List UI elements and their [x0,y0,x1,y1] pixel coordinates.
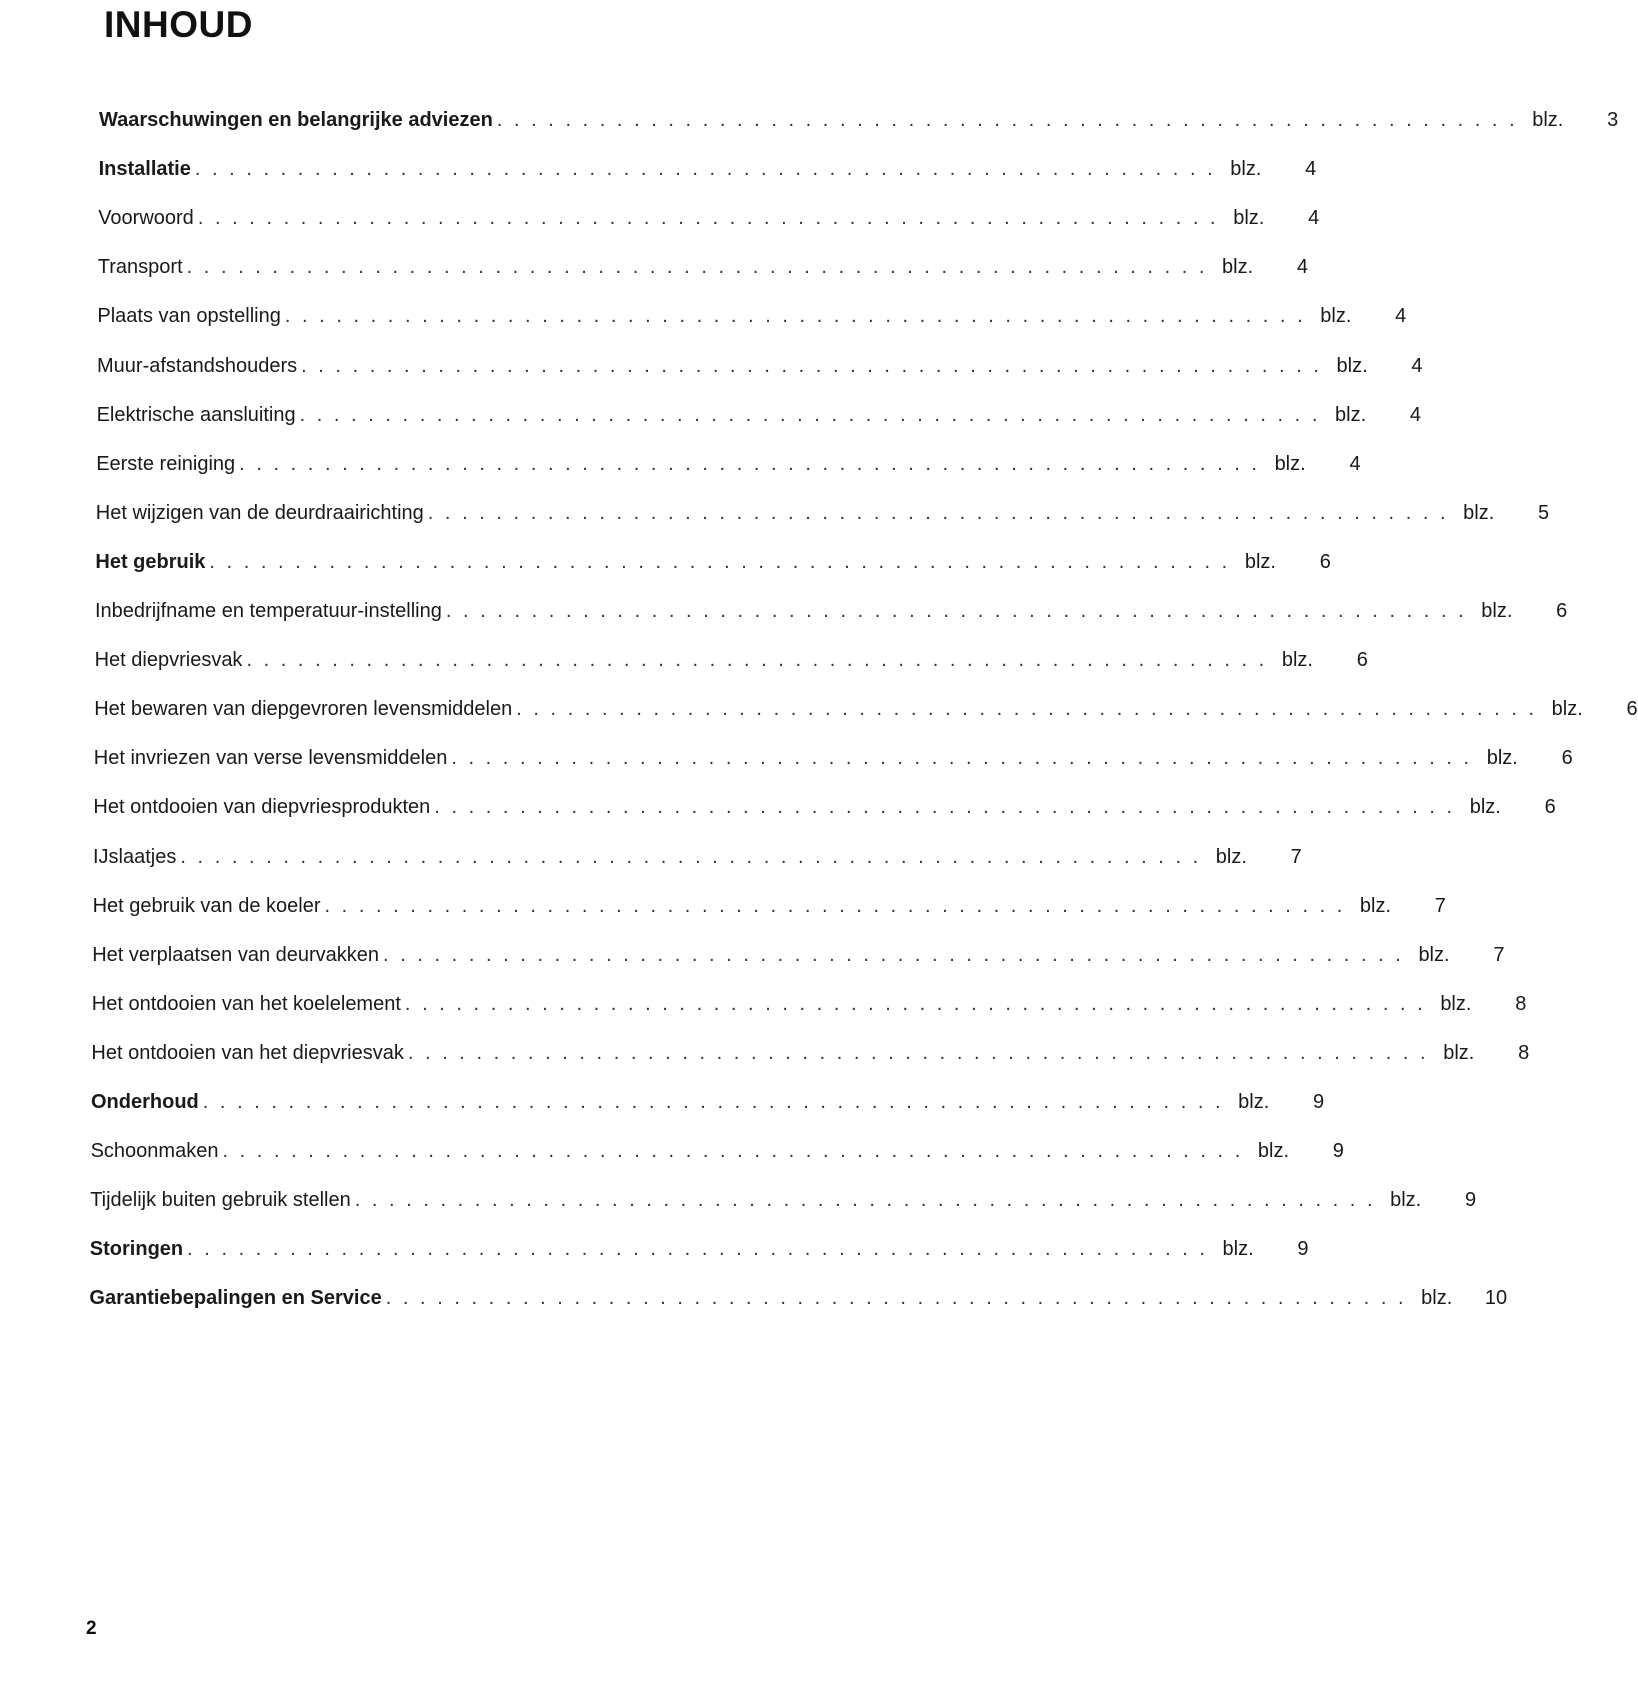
toc-entry-page-number: 5 [1538,501,1550,524]
toc-entry[interactable] [98,200,1320,230]
toc-entry[interactable] [97,348,1423,378]
toc-entry-page-prefix: blz. [1440,992,1472,1015]
toc-entry-page-number: 8 [1515,992,1527,1015]
toc-entry-title: Schoonmaken [90,1140,219,1163]
toc-entry-leader-dots: ............................................................ [239,452,1269,475]
toc-entry-title: Het verplaatsen van deurvakken [92,943,380,966]
toc-entry-leader-dots: ............................................................ [496,109,1527,131]
toc-entry-page-prefix: blz. [1336,354,1368,377]
toc-entry-page-prefix: blz. [1257,1140,1289,1163]
toc-entry-page-number: 10 [1484,1287,1508,1310]
toc-entry-leader-dots: ............................................................ [194,158,1225,181]
toc-entry-page-number: 9 [1464,1189,1477,1212]
toc-entry-title: Het ontdooien van het koelelement [91,992,401,1015]
toc-entry-leader-dots: ............................................................ [383,943,1413,966]
toc-entry-leader-dots: ............................................................ [445,600,1476,622]
toc-entry-page-number: 6 [1626,698,1638,721]
toc-entry-title: Plaats van opstelling [97,305,281,328]
toc-entry[interactable] [93,789,1556,819]
toc-entry-page-number: 4 [1296,256,1309,279]
toc-entry-page-prefix: blz. [1320,305,1352,328]
toc-entry-leader-dots: ............................................................ [451,747,1481,770]
toc-entry-leader-dots: ............................................................ [385,1287,1416,1310]
toc-entry[interactable] [96,397,1421,427]
toc-entry-title: Het ontdooien van het diepvriesvak [91,1041,404,1064]
toc-entry-title: Het ontdooien van diepvriesprodukten [93,796,431,819]
toc-entry-page-number: 6 [1356,649,1368,672]
toc-entry-leader-dots: ............................................................ [187,1238,1217,1261]
toc-entry-leader-dots: ............................................................ [427,501,1458,524]
toc-entry-leader-dots: ............................................................ [197,207,1228,230]
toc-entry-leader-dots: ............................................................ [246,649,1276,672]
toc-entry-page-number: 4 [1395,305,1407,328]
toc-entry-page-number: 6 [1561,747,1573,770]
toc-entry-title: Het gebruik van de koeler [92,894,321,917]
toc-entry-title: Installatie [98,158,191,181]
toc-entry-page-prefix: blz. [1421,1287,1453,1310]
toc-entry-title: Tijdelijk buiten gebruik stellen [90,1189,351,1212]
toc-entry-page-number: 4 [1308,207,1320,230]
toc-entry-page-number: 3 [1607,109,1619,131]
toc-entry-title: Muur-afstandshouders [97,354,298,377]
toc-entry[interactable] [95,544,1331,574]
toc-entry-leader-dots: ............................................................ [209,550,1239,573]
toc-entry-page-number: 7 [1434,894,1446,917]
toc-entry[interactable] [93,740,1573,770]
toc-entry-leader-dots: ............................................................ [222,1140,1252,1163]
page-title: INHOUD [104,4,253,45]
toc-entry-title: Onderhoud [91,1091,199,1113]
toc-entry-page-number: 6 [1319,550,1331,573]
toc-entry-page-prefix: blz. [1390,1189,1422,1212]
toc-entry[interactable] [91,986,1527,1016]
toc-entry-title: Garantiebepalingen en Service [89,1287,382,1310]
toc-entry-title: Het diepvriesvak [94,649,243,672]
toc-entry-page-prefix: blz. [1443,1041,1475,1064]
toc-entry[interactable] [89,1231,1309,1261]
toc-entry-page-number: 9 [1313,1091,1325,1113]
toc-entry-page-number: 6 [1544,796,1556,819]
toc-entry-title: Voorwoord [98,207,194,230]
toc-entry[interactable] [92,888,1446,918]
toc-entry-page-prefix: blz. [1244,550,1276,573]
toc-entry-title: IJslaatjes [93,845,177,868]
toc-entry-leader-dots: ............................................................ [186,256,1217,279]
toc-entry-leader-dots: ............................................................ [301,354,1331,377]
toc-entry-page-number: 4 [1409,403,1421,426]
toc-entry[interactable] [93,839,1302,869]
toc-entry-leader-dots: ............................................................ [516,698,1546,721]
toc-entry-title: Transport [97,256,183,279]
toc-entry[interactable] [94,642,1368,672]
toc-entry-title: Het wijzigen van de deurdraairichting [95,501,424,524]
toc-entry-page-number: 9 [1297,1238,1309,1261]
toc-entry[interactable] [94,691,1638,721]
toc-entry-title: Het bewaren van diepgevroren levensmiddelen [94,698,513,721]
toc-entry-title: Storingen [89,1238,184,1261]
toc-entry-title: Het invriezen van verse levensmiddelen [93,747,448,770]
toc-entry-page-number: 8 [1518,1041,1530,1064]
toc-entry[interactable] [92,937,1505,967]
toc-entry-page-prefix: blz. [1215,845,1247,868]
toc-entry-leader-dots: ............................................................ [404,992,1435,1015]
toc-entry-page-number: 9 [1332,1140,1344,1163]
toc-entry-leader-dots: ............................................................ [202,1091,1233,1113]
page-number: 2 [86,1618,97,1639]
toc-entry-page-number: 7 [1493,943,1505,966]
toc-entry[interactable] [91,1035,1530,1065]
toc-entry-page-prefix: blz. [1222,1238,1254,1261]
toc-entry-page-prefix: blz. [1469,796,1501,819]
toc-entry-page-prefix: blz. [1481,600,1513,622]
toc-entry-page-prefix: blz. [1230,158,1262,181]
toc-entry-leader-dots: ............................................................ [324,894,1354,917]
toc-entry-leader-dots: ............................................................ [284,305,1315,328]
toc-entry[interactable] [91,1084,1325,1114]
toc-entry-page-prefix: blz. [1463,501,1495,524]
toc-entry-page-prefix: blz. [1359,894,1392,917]
toc-entry-page-prefix: blz. [1233,207,1265,230]
toc-entry-leader-dots: ............................................................ [299,403,1329,426]
toc-entry[interactable] [96,446,1361,476]
toc-entry[interactable] [89,1280,1508,1310]
toc-entry[interactable] [95,593,1568,623]
toc-entry-leader-dots: ............................................................ [434,796,1464,819]
toc-entry[interactable] [97,249,1309,279]
toc-entry[interactable] [98,151,1317,181]
toc-entry[interactable] [90,1182,1477,1212]
toc-entry[interactable] [99,102,1619,132]
toc-entry-title: Inbedrijfname en temperatuur-instelling [95,600,442,622]
toc-entry-page-prefix: blz. [1222,256,1254,279]
toc-entry-page-prefix: blz. [1551,698,1583,721]
toc-entry-title: Waarschuwingen en belangrijke adviezen [99,109,493,131]
toc-entry-page-prefix: blz. [1274,452,1306,475]
toc-entry-leader-dots: ............................................................ [180,845,1210,868]
toc-entry-page-number: 7 [1290,845,1302,868]
toc-entry-page-prefix: blz. [1486,747,1518,770]
toc-entry-title: Elektrische aansluiting [96,403,296,426]
toc-entry-title: Eerste reiniging [96,452,236,475]
toc-entry-page-prefix: blz. [1238,1091,1270,1113]
toc-entry-page-prefix: blz. [1281,649,1313,672]
toc-entry-page-number: 4 [1411,354,1423,377]
toc-entry-page-number: 4 [1305,158,1317,181]
toc-entry-page-prefix: blz. [1335,403,1367,426]
toc-entry-leader-dots: ............................................................ [407,1041,1438,1064]
toc-entry-title: Het gebruik [95,550,206,573]
toc-entry-page-prefix: blz. [1532,109,1564,131]
toc-entry-leader-dots: ............................................................ [354,1189,1385,1212]
toc-entry-page-prefix: blz. [1418,943,1450,966]
toc-entry-page-number: 6 [1556,600,1568,622]
toc-entry[interactable] [97,298,1407,328]
toc-entry-page-number: 4 [1349,452,1361,475]
toc-entry[interactable] [95,495,1550,525]
toc-entry[interactable] [90,1133,1344,1163]
